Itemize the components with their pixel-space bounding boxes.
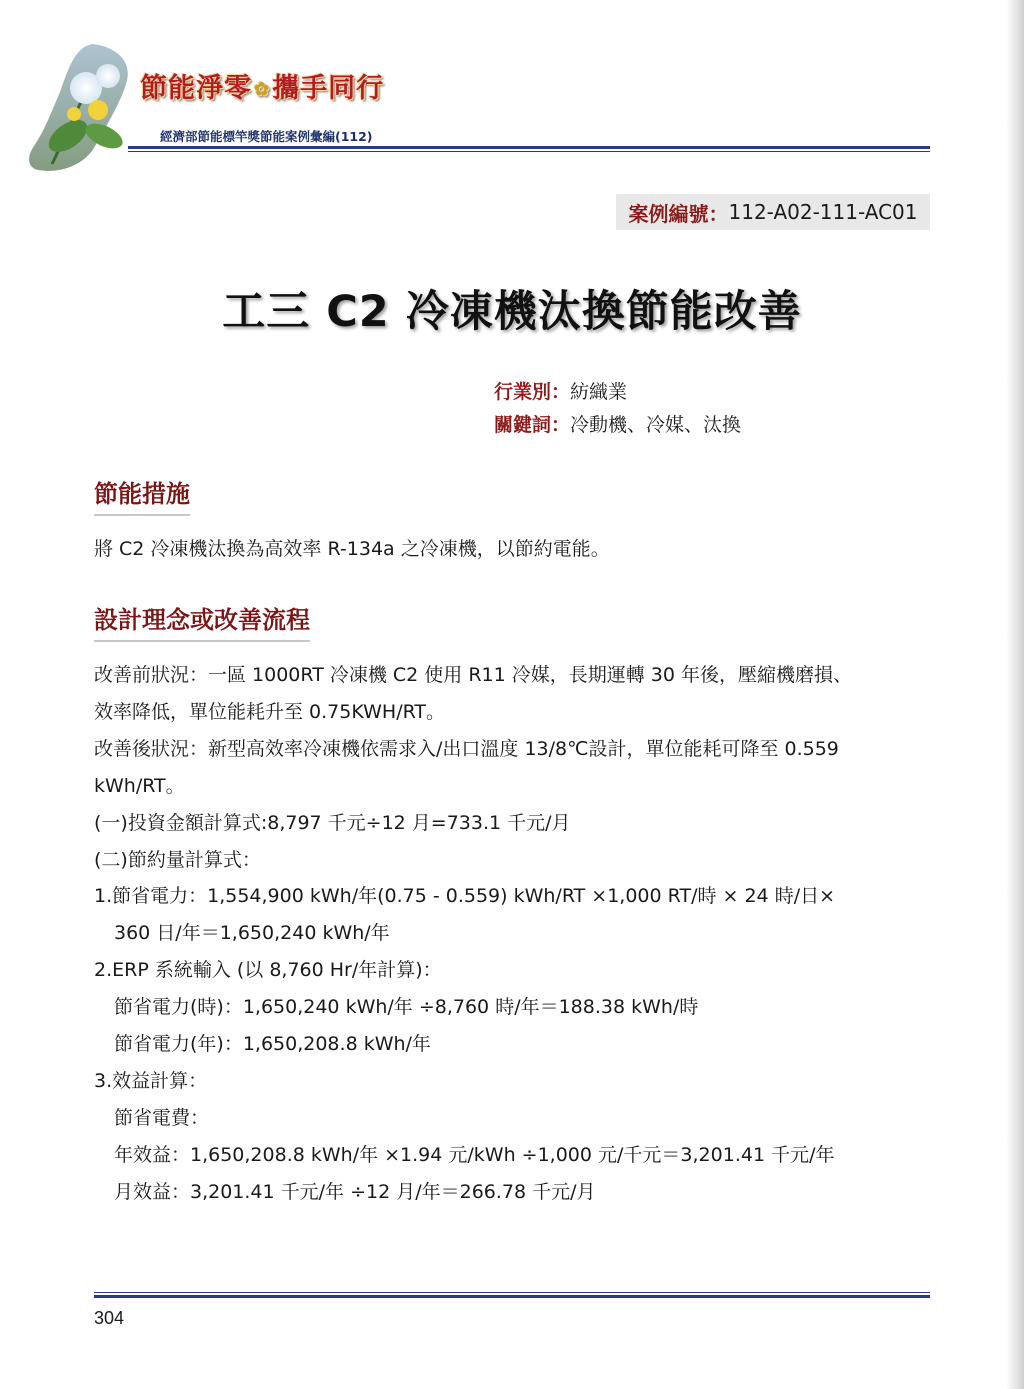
measures-body: 將 C2 冷凍機汰換為高效率 R-134a 之冷凍機，以節約電能。 [94, 538, 610, 560]
body-line: 月效益：3,201.41 千元/年 ÷12 月/年＝266.78 千元/月 [114, 1181, 596, 1203]
industry-label: 行業別： [494, 381, 571, 403]
page-edge-shadow [1006, 0, 1024, 1389]
body-line: 1.節省電力：1,554,900 kWh/年(0.75 - 0.559) kWh/RT ×1,000 RT/時 × 24 時/日× [94, 885, 836, 907]
header-subtitle: 經濟部節能標竿獎節能案例彙編(112) [160, 129, 373, 144]
body-line: (二)節約量計算式： [94, 849, 261, 871]
body-line: 360 日/年＝1,650,240 kWh/年 [114, 922, 390, 944]
section-heading-measures: 節能措施 [94, 474, 190, 516]
case-number-value: 112-A02-111-AC01 [728, 200, 918, 224]
body-line: 年效益：1,650,208.8 kWh/年 ×1.94 元/kWh ÷1,000 元/千元＝3,201.41 千元/年 [114, 1144, 835, 1166]
industry-line [494, 377, 627, 404]
page-number: 304 [94, 1308, 125, 1328]
header-slogan [140, 66, 384, 105]
taiwan-flower-logo [22, 40, 152, 180]
flower-icon: ✿ [254, 79, 271, 100]
body-line: 改善前狀況：一區 1000RT 冷凍機 C2 使用 R11 冷媒，長期運轉 30 年後，壓縮機磨損、 [94, 664, 853, 686]
slogan-part2: 攜手同行 [272, 73, 385, 104]
case-number-box [616, 194, 930, 230]
footer-rule [94, 1292, 930, 1300]
keywords-value: 冷動機、冷媒、汰換 [570, 414, 742, 436]
body-line: kWh/RT。 [94, 775, 185, 797]
body-line: 2.ERP 系統輸入 (以 8,760 Hr/年計算)： [94, 959, 442, 981]
body-line: 節省電力(年)：1,650,208.8 kWh/年 [114, 1033, 431, 1055]
header-rule [128, 146, 930, 154]
section-heading-design: 設計理念或改善流程 [94, 600, 310, 642]
keywords-label: 關鍵詞： [494, 414, 571, 436]
keywords-line [494, 410, 741, 437]
case-number-label: 案例編號： [628, 201, 729, 226]
body-line: 效率降低，單位能耗升至 0.75KWH/RT。 [94, 701, 446, 723]
page-title: 工三 C2 冷凍機汰換節能改善 [222, 287, 802, 337]
body-line: 節省電費： [114, 1107, 210, 1129]
body-line: 3.效益計算： [94, 1070, 208, 1092]
body-line: 節省電力(時)：1,650,240 kWh/年 ÷8,760 時/年＝188.38 kWh/時 [114, 996, 699, 1018]
body-line: (一)投資金額計算式:8,797 千元÷12 月=733.1 千元/月 [94, 812, 571, 834]
body-line: 改善後狀況：新型高效率冷凍機依需求入/出口溫度 13/8℃設計，單位能耗可降至 0.559 [94, 738, 839, 760]
slogan-part1: 節能淨零 [140, 73, 252, 104]
industry-value: 紡織業 [570, 381, 628, 403]
